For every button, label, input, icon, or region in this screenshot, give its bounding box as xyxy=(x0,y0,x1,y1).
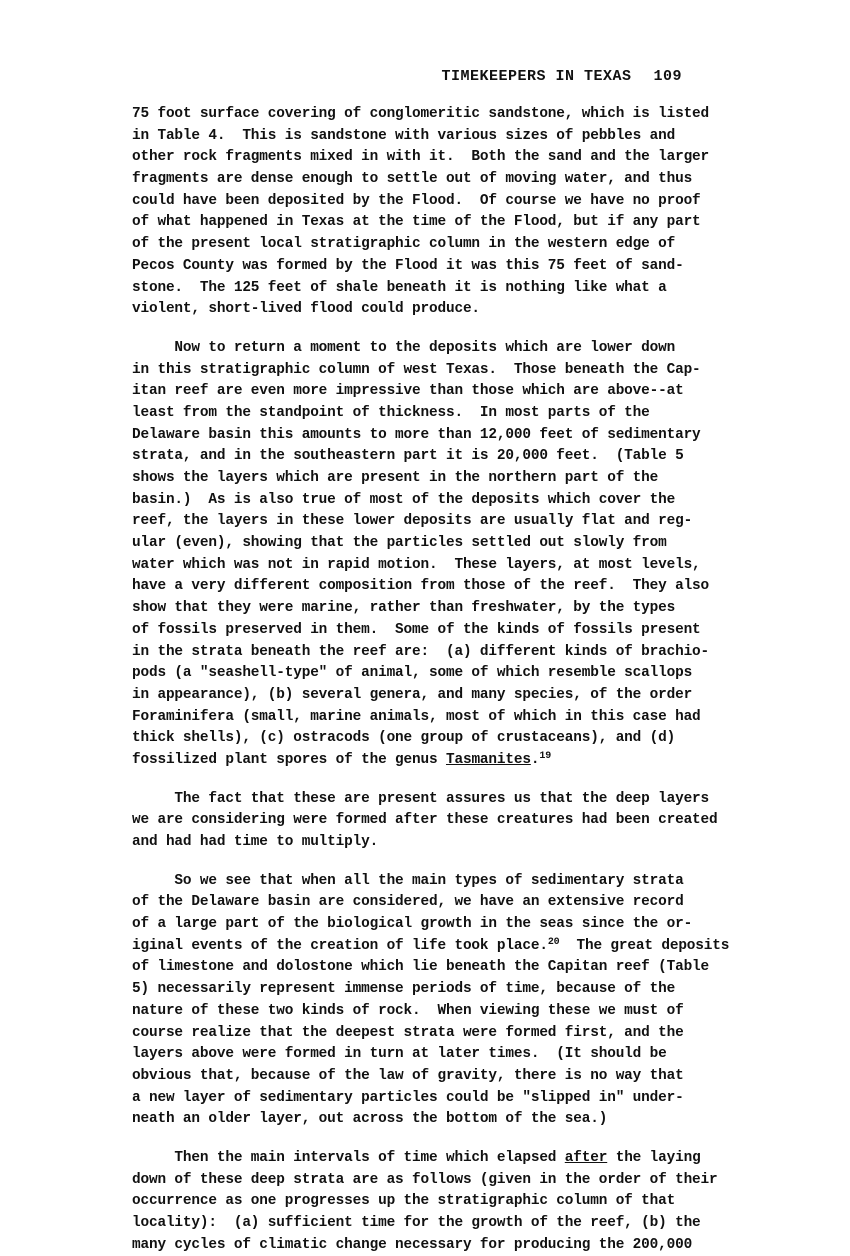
text-line xyxy=(132,1148,732,1170)
text-line: So we see that when all the main types of sedimentary strata xyxy=(132,872,684,889)
text-line: and had had time to multiply. xyxy=(132,834,379,850)
text-line: 5) necessarily represent immense periods of time, because of the xyxy=(132,981,676,998)
text-line: many cycles of climatic change necessary for producing the 200,000 xyxy=(132,1236,693,1253)
text-fragment: fossilized plant spores of the genus xyxy=(132,751,446,768)
text-line: Pecos County was formed by the Flood it was this 75 feet of sand- xyxy=(132,257,684,274)
text-line: obvious that, because of the law of gravity, there is no way that xyxy=(132,1067,684,1084)
text-line: have a very different composition from those of the reef. They also xyxy=(132,578,710,595)
text-line: in this stratigraphic column of west Texas. Those beneath the Cap- xyxy=(132,361,701,378)
paragraph-3 xyxy=(132,789,732,854)
body-text xyxy=(132,104,732,1256)
text-line: layers above were formed in turn at later times. (It should be xyxy=(132,1046,667,1063)
page-number: 109 xyxy=(653,68,682,85)
text-fragment: . xyxy=(530,751,540,768)
text-line: pods (a "seashell-type" of animal, some of which resemble scallops xyxy=(132,665,693,682)
paragraph-2 xyxy=(132,338,732,772)
text-line: course realize that the deepest strata were formed first, and the xyxy=(132,1024,684,1041)
text-line: shows the layers which are present in the northern part of the xyxy=(132,470,659,486)
text-fragment: Then the main intervals of time which elapsed xyxy=(132,1149,565,1166)
text-line: nature of these two kinds of rock. When viewing these we must of xyxy=(132,1002,684,1019)
paragraph-4 xyxy=(132,871,732,1131)
text-line: of limestone and dolostone which lie beneath the Capitan reef (Table xyxy=(132,959,710,976)
text-line: violent, short-lived flood could produce. xyxy=(132,301,480,318)
text-line: itan reef are even more impressive than those which are above--at xyxy=(132,383,684,400)
text-line: in Table 4. This is sandstone with various sizes of pebbles and xyxy=(132,127,676,144)
paragraph-1 xyxy=(132,104,732,321)
text-line: of the present local stratigraphic column in the western edge of xyxy=(132,236,676,253)
text-line: locality): (a) sufficient time for the growth of the reef, (b) the xyxy=(132,1215,701,1231)
text-line xyxy=(132,750,732,772)
text-line: reef, the layers in these lower deposits are usually flat and reg- xyxy=(132,513,693,530)
footnote-ref: 19 xyxy=(539,750,552,762)
text-line: ular (even), showing that the particles settled out slowly from xyxy=(132,535,667,552)
text-line: in the strata beneath the reef are: (a) different kinds of brachio- xyxy=(132,643,710,660)
genus-name: Tasmanites xyxy=(445,751,531,768)
text-line: strata, and in the southeastern part it is 20,000 feet. (Table 5 xyxy=(132,448,684,465)
text-line: stone. The 125 feet of shale beneath it is nothing like what a xyxy=(132,279,667,296)
text-line: The fact that these are present assures us that the deep layers xyxy=(132,790,710,807)
text-line: Now to return a moment to the deposits which are lower down xyxy=(132,339,676,356)
text-line: other rock fragments mixed in with it. Both the sand and the larger xyxy=(132,149,710,166)
text-line: could have been deposited by the Flood. Of course we have no proof xyxy=(132,192,701,209)
text-line: down of these deep strata are as follows (given in the order of their xyxy=(132,1171,718,1188)
text-line: we are considering were formed after these creatures had been created xyxy=(132,812,718,829)
footnote-ref: 20 xyxy=(547,936,560,948)
text-line: of what happened in Texas at the time of the Flood, but if any part xyxy=(132,214,701,231)
text-line: fragments are dense enough to settle out of moving water, and thus xyxy=(132,171,693,188)
text-line: show that they were marine, rather than freshwater, by the types xyxy=(132,600,676,617)
running-head xyxy=(441,68,682,85)
text-line xyxy=(132,936,732,958)
text-line: 75 foot surface covering of conglomeritic sandstone, which is listed xyxy=(132,106,710,122)
text-line: least from the standpoint of thickness. In most parts of the xyxy=(132,404,650,421)
text-fragment: The great deposits xyxy=(559,937,730,954)
text-line: of the Delaware basin are considered, we have an extensive record xyxy=(132,894,684,911)
text-line: Foraminifera (small, marine animals, most of which in this case had xyxy=(132,708,701,725)
running-title: TIMEKEEPERS IN TEXAS xyxy=(441,68,632,85)
text-line: of fossils preserved in them. Some of the kinds of fossils present xyxy=(132,621,701,638)
paragraph-5 xyxy=(132,1148,732,1256)
text-line: water which was not in rapid motion. These layers, at most levels, xyxy=(132,556,701,573)
text-line: thick shells), (c) ostracods (one group of crustaceans), and (d) xyxy=(132,730,676,747)
text-fragment: the laying xyxy=(607,1149,701,1166)
emphasis-word: after xyxy=(564,1149,608,1166)
text-line: Delaware basin this amounts to more than 12,000 feet of sedimentary xyxy=(132,426,701,443)
text-line: basin.) As is also true of most of the deposits which cover the xyxy=(132,491,676,508)
text-line: occurrence as one progresses up the stratigraphic column of that xyxy=(132,1193,676,1210)
text-line: a new layer of sedimentary particles could be "slipped in" under- xyxy=(132,1089,684,1106)
text-line: of a large part of the biological growth in the seas since the or- xyxy=(132,916,693,933)
text-line: neath an older layer, out across the bottom of the sea.) xyxy=(132,1111,608,1128)
text-line: in appearance), (b) several genera, and many species, of the order xyxy=(132,686,693,703)
text-fragment: iginal events of the creation of life took place. xyxy=(132,937,548,954)
